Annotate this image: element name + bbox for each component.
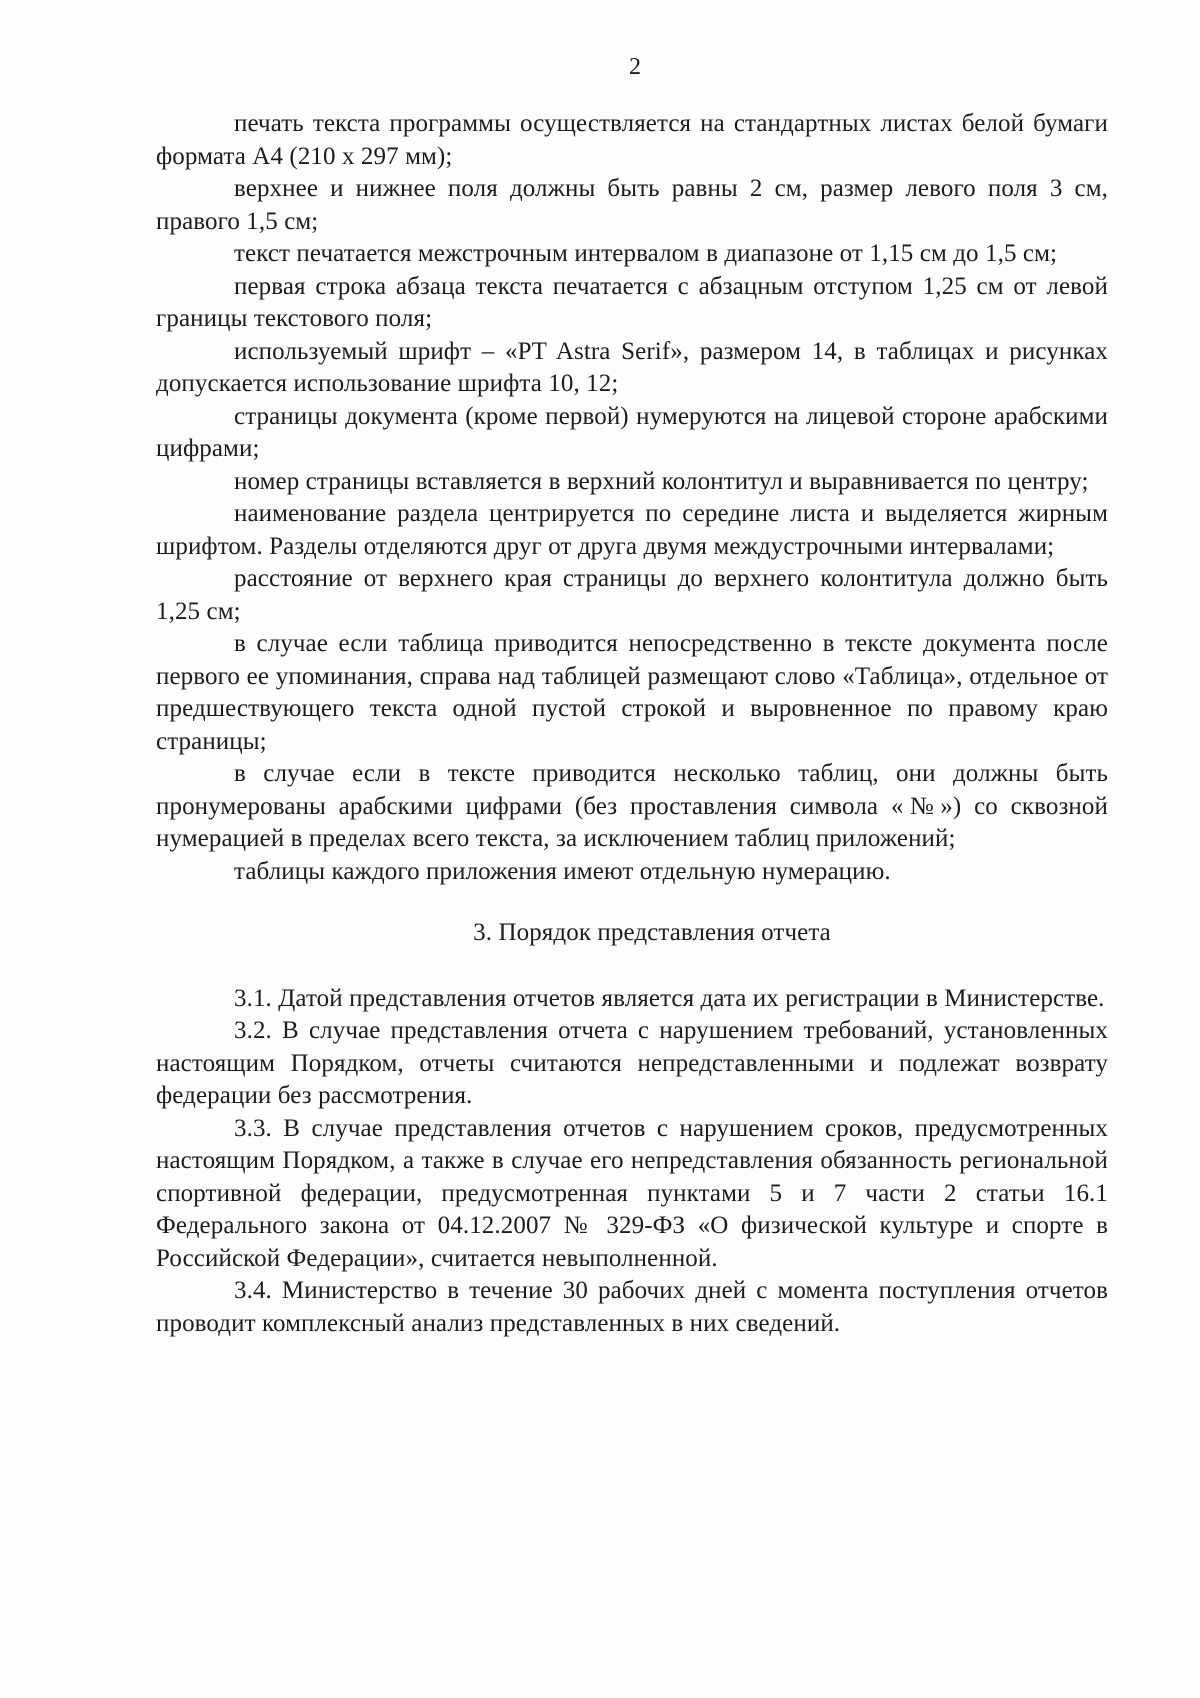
section-paragraph: 3.2. В случае представления отчета с нарушением требований, установленных настоящим Порядком, отчеты считаются непредставленными и подлежат возврату федерации без рассмотрения. [156, 1017, 1108, 1109]
page-number: 2 [629, 54, 641, 80]
list-item: верхнее и нижнее поля должны быть равны 2 см, размер левого поля 3 см, правого 1,5 см; [156, 175, 1108, 235]
list-item: в случае если в тексте приводится несколько таблиц, они должны быть пронумерованы арабскими цифрами (без проставления символа «№») со сквозной нумерацией в пределах всего текста, за исключением таблиц приложений; [156, 760, 1108, 852]
list-item: используемый шрифт – «PT Astra Serif», размером 14, в таблицах и рисунках допускается использование шрифта 10, 12; [156, 337, 1108, 397]
section-title: 3. Порядок представления отчета [473, 919, 831, 946]
list-item: номер страницы вставляется в верхний колонтитул и выравнивается по центру; [234, 467, 1089, 495]
list-item: текст печатается межстрочным интервалом в диапазоне от 1,15 см до 1,5 см; [234, 240, 1058, 267]
list-item: наименование раздела центрируется по середине листа и выделяется жирным шрифтом. Разделы отделяются друг от друга двумя междустрочными интервалами; [156, 500, 1108, 560]
section-paragraph: 3.1. Датой представления отчетов является дата их регистрации в Министерстве. [234, 984, 1105, 1012]
section-body [156, 983, 1108, 1341]
list-item: расстояние от верхнего края страницы до верхнего колонтитула должно быть 1,25 см; [156, 565, 1108, 625]
list-item: печать текста программы осуществляется на стандартных листах белой бумаги формата А4 (210 х 297 мм); [156, 110, 1108, 170]
section-paragraph: 3.3. В случае представления отчетов с нарушением сроков, предусмотренных настоящим Порядком, а также в случае его непредставления обязанность региональной спортивной федерации, предусмотренная пунктами 5 и 7 части 2 статьи 16.1 Федерального закона от 04.12.2007 № 329-ФЗ «О физической культуре и спорте в Российской Федерации», считается невыполненной. [156, 1114, 1108, 1272]
document-body [156, 108, 1108, 1340]
list-item: таблицы каждого приложения имеют отдельную нумерацию. [234, 857, 891, 885]
list-item: в случае если таблица приводится непосредственно в тексте документа после первого ее упоминания, справа над таблицей размещают слово «Таблица», отдельное от предшествующего текста одной пустой строкой и выровненное по правому краю страницы; [156, 630, 1108, 755]
list-item: страницы документа (кроме первой) нумеруются на лицевой стороне арабскими цифрами; [156, 402, 1108, 462]
section-paragraph: 3.4. Министерство в течение 30 рабочих дней с момента поступления отчетов проводит комплексный анализ представленных в них сведений. [156, 1277, 1108, 1337]
list-item: первая строка абзаца текста печатается с абзацным отступом 1,25 см от левой границы текстового поля; [156, 272, 1108, 332]
